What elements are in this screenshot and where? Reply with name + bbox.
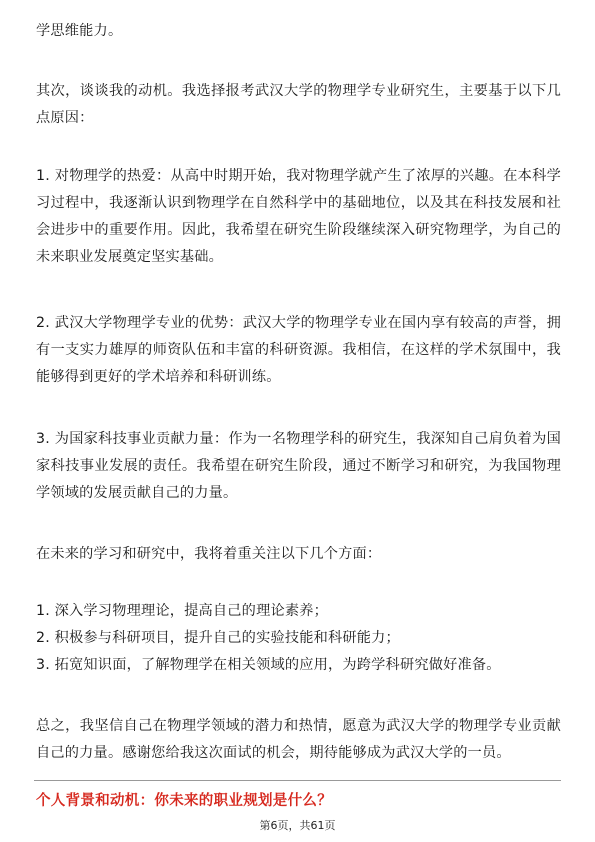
future-focus-list: [36, 598, 561, 679]
list-item: 3. 拓宽知识面，了解物理学在相关领域的应用，为跨学科研究做好准备。: [36, 657, 501, 673]
continuation-text: 学思维能力。: [36, 23, 123, 39]
future-focus-intro: 在未来的学习和研究中，我将着重关注以下几个方面：: [36, 546, 382, 562]
reason-paragraph-3: 3. 为国家科技事业贡献力量：作为一名物理学科的研究生，我深知自己肩负着为国家科技事业发展的责任。我希望在研究生阶段，通过不断学习和研究，为我国物理学领域的发展贡献自己的力量。: [36, 431, 561, 501]
reason-paragraph-2: 2. 武汉大学物理学专业的优势：武汉大学的物理学专业在国内享有较高的声誉，拥有一支实力雄厚的师资队伍和丰富的科研资源。我相信，在这样的学术氛围中，我能够得到更好的学术培养和科研训练。: [36, 315, 561, 385]
conclusion-paragraph: 总之，我坚信自己在物理学领域的潜力和热情，愿意为武汉大学的物理学专业贡献自己的力量。感谢您给我这次面试的机会，期待能够成为武汉大学的一员。: [36, 718, 561, 761]
list-item: 1. 深入学习物理理论，提高自己的理论素养；: [36, 603, 329, 619]
section-divider: [34, 780, 561, 781]
list-item: 2. 积极参与科研项目，提升自己的实验技能和科研能力；: [36, 630, 400, 646]
page-number: 第6页，共61页: [259, 819, 336, 832]
reason-paragraph-1: 1. 对物理学的热爱：从高中时期开始，我对物理学就产生了浓厚的兴趣。在本科学习过程中，我逐渐认识到物理学在自然科学中的基础地位，以及其在科技发展和社会进步中的重要作用。因此，我希望在研究生阶段继续深入研究物理学，为自己的未来职业发展奠定坚实基础。: [36, 168, 561, 265]
motivation-intro-paragraph: 其次，谈谈我的动机。我选择报考武汉大学的物理学专业研究生，主要基于以下几点原因：: [36, 83, 561, 126]
next-question-heading: 个人背景和动机：你未来的职业规划是什么？: [36, 793, 332, 809]
